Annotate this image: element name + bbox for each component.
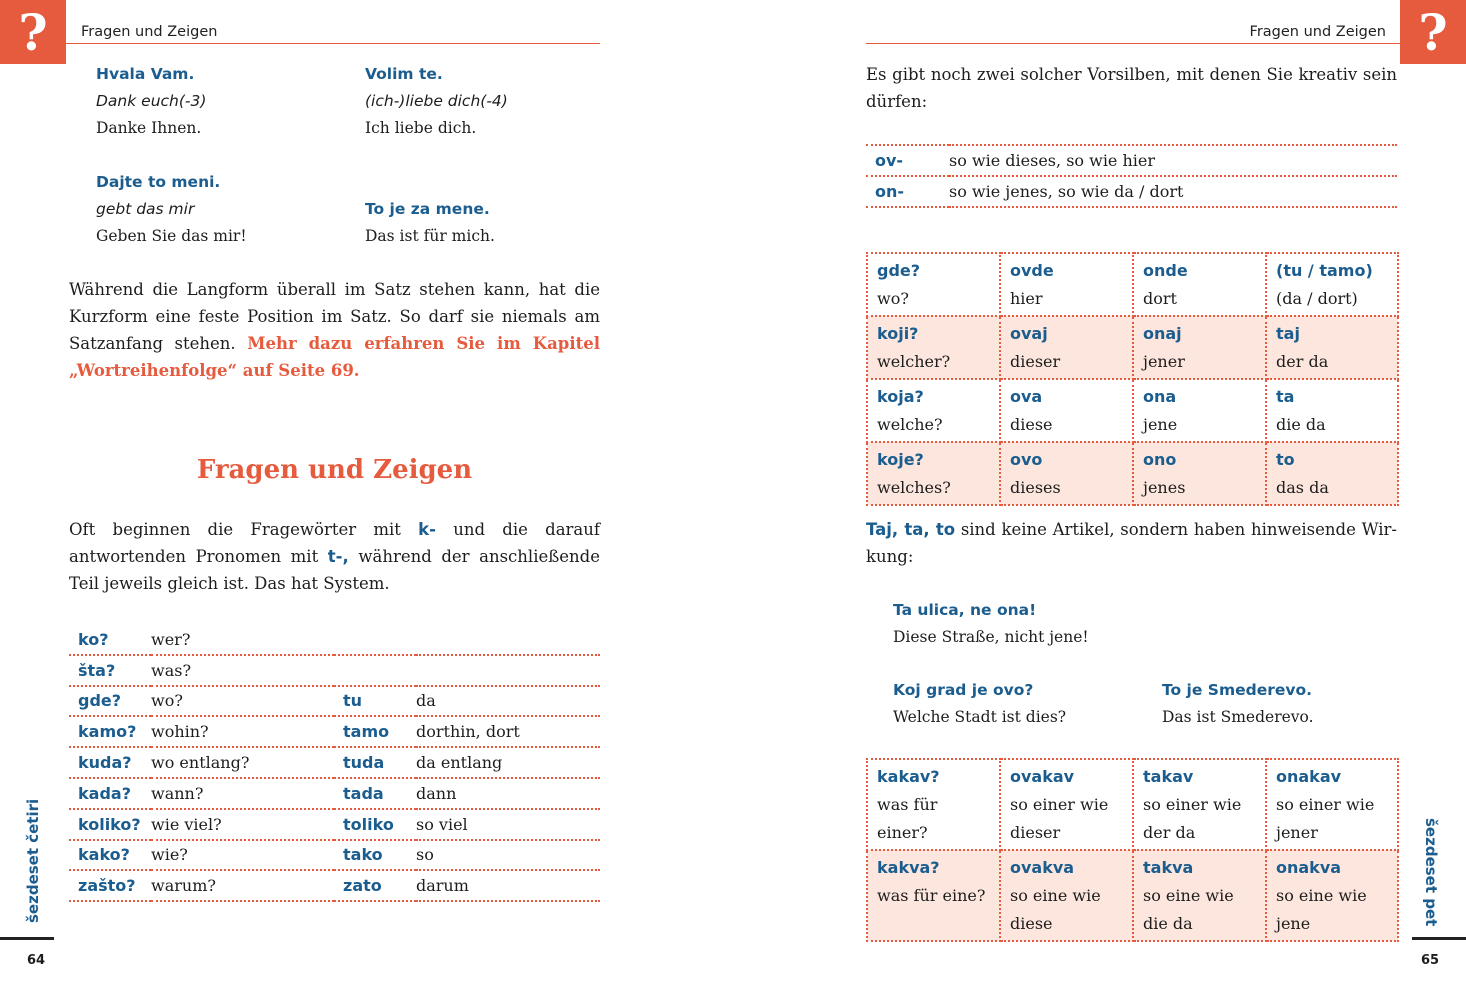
example-serbian: Ta ulica, ne ona! — [893, 601, 1037, 619]
serbian-word: onakva — [1276, 858, 1342, 877]
question-word-table — [69, 625, 600, 902]
serbian-word: onde — [1143, 261, 1188, 280]
question-mark-icon: ? — [0, 0, 66, 64]
serbian-word: ta — [1276, 387, 1295, 406]
prefix-cell: on- — [866, 176, 949, 207]
german-translation: der da — [1276, 352, 1329, 371]
example-serbian: To je za mene. — [365, 200, 490, 218]
word-cell: koliko? — [69, 809, 151, 840]
translation-cell: wer? — [151, 625, 334, 655]
german-translation: dieser — [1010, 352, 1061, 371]
grid-cell — [1133, 850, 1266, 941]
serbian-word: onakav — [1276, 767, 1342, 786]
grid-cell — [1133, 253, 1266, 316]
table-row — [69, 655, 600, 686]
serbian-word: ovakva — [1010, 858, 1075, 877]
word-cell: zato — [334, 870, 416, 901]
table-row — [866, 176, 1397, 207]
word-cell — [334, 655, 416, 686]
table-row — [867, 850, 1398, 941]
serbian-word: kakav? — [877, 767, 940, 786]
word-cell — [334, 625, 416, 655]
paragraph-long-short-form — [69, 276, 600, 384]
serbian-word: takva — [1143, 858, 1194, 877]
example-block-6 — [893, 677, 1066, 731]
german-translation: was für eine? — [877, 886, 986, 905]
grid-cell — [1000, 379, 1133, 442]
serbian-word: ova — [1010, 387, 1043, 406]
grid-cell — [1266, 850, 1398, 941]
example-literal: gebt das mir — [96, 200, 195, 218]
word-cell: kamo? — [69, 716, 151, 747]
page-number-bar-right — [1412, 937, 1466, 940]
grid-cell — [1266, 379, 1398, 442]
grid-cell — [867, 316, 1000, 379]
grid-cell — [1133, 316, 1266, 379]
word-cell: kuda? — [69, 747, 151, 778]
serbian-word: to — [1276, 450, 1295, 469]
german-translation: dort — [1143, 289, 1177, 308]
paragraph-system — [69, 516, 600, 597]
table-row — [69, 625, 600, 655]
example-serbian: Dajte to meni. — [96, 173, 221, 191]
grid-cell — [1000, 850, 1133, 941]
serbian-word: ona — [1143, 387, 1177, 406]
word-cell: šta? — [69, 655, 151, 686]
running-head-left: Fragen und Zeigen — [81, 24, 218, 40]
example-serbian: Volim te. — [365, 65, 443, 83]
german-translation: so eine wie die da — [1143, 886, 1234, 933]
german-translation: so einer wie der da — [1143, 795, 1242, 842]
german-translation: so einer wie jener — [1276, 795, 1375, 842]
translation-cell — [416, 655, 600, 686]
meaning-cell: so wie jenes, so wie da / dort — [949, 176, 1397, 207]
translation-cell: da entlang — [416, 747, 600, 778]
grid-cell — [1266, 253, 1398, 316]
page-word-label-right: šezdeset pet — [1422, 818, 1440, 927]
serbian-word: ovaj — [1010, 324, 1048, 343]
header-rule-left — [66, 43, 600, 44]
table-row — [866, 145, 1397, 176]
german-translation: so eine wie jene — [1276, 886, 1367, 933]
intro-paragraph: Es gibt noch zwei solcher Vorsilben, mit denen Sie kreativ sein dürfen: — [866, 65, 1397, 111]
grid-cell — [867, 759, 1000, 850]
table-row — [69, 747, 600, 778]
example-german: Danke Ihnen. — [96, 119, 202, 137]
table-row — [69, 686, 600, 717]
word-cell: tu — [334, 686, 416, 717]
translation-cell: wo? — [151, 686, 334, 717]
table-row — [69, 840, 600, 871]
grid-cell — [1000, 316, 1133, 379]
grid-cell — [1000, 253, 1133, 316]
example-block-7 — [1162, 677, 1314, 731]
table-row — [867, 442, 1398, 505]
word-cell: kada? — [69, 778, 151, 809]
grid-cell — [1133, 379, 1266, 442]
serbian-word: onaj — [1143, 324, 1182, 343]
grid-cell — [1266, 316, 1398, 379]
cross-reference-link[interactable]: Mehr dazu erfahren Sie im Kapitel „Wortreihenfolge“ auf Seite 69. — [69, 334, 600, 380]
translation-cell: wohin? — [151, 716, 334, 747]
serbian-word: gde? — [877, 261, 921, 280]
serbian-word: kakva? — [877, 858, 940, 877]
word-cell: tada — [334, 778, 416, 809]
translation-cell: dorthin, dort — [416, 716, 600, 747]
german-translation: welche? — [877, 415, 943, 434]
word-cell: tako — [334, 840, 416, 871]
german-translation: das da — [1276, 478, 1329, 497]
grid-cell — [867, 442, 1000, 505]
example-literal: (ich-)liebe dich(-4) — [365, 92, 508, 110]
example-block-5 — [893, 597, 1089, 651]
word-cell: kako? — [69, 840, 151, 871]
translation-cell — [416, 625, 600, 655]
translation-cell: so — [416, 840, 600, 871]
translation-cell: da — [416, 686, 600, 717]
table-row — [69, 716, 600, 747]
german-translation: jenes — [1143, 478, 1186, 497]
meaning-cell: so wie dieses, so wie hier — [949, 145, 1397, 176]
paragraph-text: Oft beginnen die Fragewörter mit — [69, 520, 419, 539]
word-cell: tamo — [334, 716, 416, 747]
example-german: Welche Stadt ist dies? — [893, 708, 1067, 726]
note-text: sind keine Artikel, sondern haben hinweisende Wirkung: — [866, 520, 1397, 566]
serbian-word: (tu / tamo) — [1276, 261, 1373, 280]
serbian-word: koji? — [877, 324, 919, 343]
german-translation: wo? — [877, 289, 909, 308]
translation-cell: darum — [416, 870, 600, 901]
example-literal: Dank euch(-3) — [96, 92, 207, 110]
grid-cell — [867, 253, 1000, 316]
serbian-word: taj — [1276, 324, 1300, 343]
header-rule-right — [866, 43, 1400, 44]
table-row — [69, 778, 600, 809]
demonstrative-table — [866, 252, 1399, 506]
page-number-right: 65 — [1421, 953, 1440, 968]
question-mark-icon: ? — [1400, 0, 1466, 64]
page-word-label-left: šezdeset četiri — [24, 798, 42, 923]
german-translation: was für einer? — [877, 795, 938, 842]
paragraph-text: während der anschließende Teil jeweils gleich ist. Das hat System. — [69, 547, 600, 593]
grid-cell — [1266, 442, 1398, 505]
german-translation: (da / dort) — [1276, 289, 1358, 308]
page-number-left: 64 — [27, 953, 46, 968]
grid-cell — [1266, 759, 1398, 850]
paragraph-text: und die darauf antwortenden Pronomen mit — [69, 520, 601, 566]
translation-cell: so viel — [416, 809, 600, 840]
grid-cell — [1000, 759, 1133, 850]
grid-cell — [1133, 442, 1266, 505]
translation-cell: dann — [416, 778, 600, 809]
table-row — [69, 870, 600, 901]
german-translation: so eine wie diese — [1010, 886, 1101, 933]
table-row — [867, 759, 1398, 850]
translation-cell: warum? — [151, 870, 334, 901]
german-translation: jener — [1143, 352, 1185, 371]
german-translation: welcher? — [877, 352, 951, 371]
serbian-word: koje? — [877, 450, 924, 469]
serbian-word: koja? — [877, 387, 924, 406]
grid-cell — [867, 379, 1000, 442]
example-german: Das ist für mich. — [365, 227, 495, 245]
grid-cell — [867, 850, 1000, 941]
grid-cell — [1000, 442, 1133, 505]
translation-cell: wie? — [151, 840, 334, 871]
example-block-4 — [365, 196, 495, 250]
example-block-3 — [96, 169, 247, 250]
german-translation: hier — [1010, 289, 1043, 308]
note-words: Taj, ta, to — [866, 520, 956, 539]
serbian-word: ovde — [1010, 261, 1054, 280]
example-serbian: Koj grad je ovo? — [893, 681, 1034, 699]
german-translation: jene — [1143, 415, 1178, 434]
german-translation: dieses — [1010, 478, 1061, 497]
example-block-2 — [365, 61, 508, 142]
paragraph-text: Während die Langform überall im Satz stehen kann, hat die Kurzform eine feste Position im Satz. So darf sie niemals am Satzanfang stehen. — [69, 280, 600, 353]
grid-cell — [1133, 759, 1266, 850]
word-cell: gde? — [69, 686, 151, 717]
serbian-word: ovakav — [1010, 767, 1075, 786]
example-german: Diese Straße, nicht jene! — [893, 628, 1089, 646]
table-row — [867, 379, 1398, 442]
translation-cell: wie viel? — [151, 809, 334, 840]
word-cell: toliko — [334, 809, 416, 840]
table-row — [867, 316, 1398, 379]
translation-cell: wo entlang? — [151, 747, 334, 778]
note-paragraph — [866, 516, 1397, 570]
prefix-cell: ov- — [866, 145, 949, 176]
prefix-k: k- — [418, 520, 436, 539]
example-german: Ich liebe dich. — [365, 119, 477, 137]
example-block-1 — [96, 61, 206, 142]
kind-table — [866, 758, 1399, 942]
german-translation: so einer wie dieser — [1010, 795, 1109, 842]
example-german: Das ist Smederevo. — [1162, 708, 1314, 726]
serbian-word: takav — [1143, 767, 1194, 786]
german-translation: welches? — [877, 478, 951, 497]
translation-cell: was? — [151, 655, 334, 686]
german-translation: die da — [1276, 415, 1326, 434]
running-head-right: Fragen und Zeigen — [1249, 24, 1386, 40]
serbian-word: ovo — [1010, 450, 1043, 469]
example-serbian: To je Smederevo. — [1162, 681, 1313, 699]
example-german: Geben Sie das mir! — [96, 227, 247, 245]
example-serbian: Hvala Vam. — [96, 65, 195, 83]
table-row — [69, 809, 600, 840]
prefix-t: t-, — [327, 547, 349, 566]
word-cell: zašto? — [69, 870, 151, 901]
section-title: Fragen und Zeigen — [196, 455, 473, 485]
word-cell: tuda — [334, 747, 416, 778]
translation-cell: wann? — [151, 778, 334, 809]
serbian-word: ono — [1143, 450, 1177, 469]
page-number-bar-left — [0, 937, 54, 940]
german-translation: diese — [1010, 415, 1053, 434]
prefix-table — [866, 144, 1397, 208]
word-cell: ko? — [69, 625, 151, 655]
table-row — [867, 253, 1398, 316]
